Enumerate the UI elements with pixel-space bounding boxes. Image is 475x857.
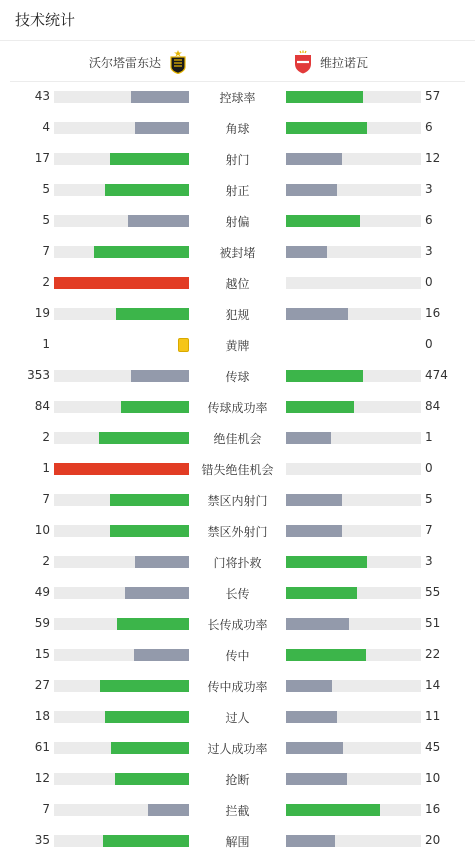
home-stat-value: 27 [34,678,50,692]
away-stat-bar [286,432,331,444]
away-stat-value: 14 [425,678,441,692]
away-stat-value: 474 [425,368,448,382]
stat-label: 拦截 [225,804,250,818]
away-stat-bar-track [286,618,421,630]
stat-label: 抢断 [225,773,250,787]
stat-label: 传球成功率 [207,401,268,415]
home-stat-bar [116,308,189,320]
home-stat-bar-track [54,587,189,599]
away-stat-bar [286,525,342,537]
home-stat-bar [131,91,189,103]
away-stat-value: 3 [425,554,433,568]
away-stat-bar-track [286,835,421,847]
away-stat-value: 6 [425,213,433,227]
away-stat-value: 11 [425,709,441,723]
home-stat-value: 43 [34,89,50,103]
away-stat-bar [286,680,332,692]
stat-row[interactable] [0,453,475,484]
stats-list [0,81,475,856]
away-stat-bar [286,91,363,103]
home-stat-bar [111,742,189,754]
away-stat-bar [286,246,327,258]
away-stat-value: 16 [425,306,441,320]
away-stat-bar [286,649,366,661]
stat-row[interactable] [0,794,475,825]
home-stat-bar [54,277,189,289]
away-stat-bar [286,556,367,568]
away-stat-value: 0 [425,337,433,351]
away-stat-value: 6 [425,120,433,134]
home-stat-value: 61 [34,740,50,754]
stat-row[interactable] [0,484,475,515]
stat-label: 被封堵 [219,246,256,260]
away-stat-value: 84 [425,399,441,413]
home-stat-value: 49 [34,585,50,599]
home-stat-bar-track [54,649,189,661]
home-stat-value: 1 [42,337,50,351]
home-stat-bar [110,153,189,165]
home-stat-bar-track [54,742,189,754]
away-stat-bar [286,742,343,754]
away-stat-bar [286,587,357,599]
away-stat-value: 16 [425,802,441,816]
home-stat-bar-track [54,525,189,537]
away-stat-bar-track [286,556,421,568]
away-stat-bar-track [286,91,421,103]
home-stat-value: 7 [42,802,50,816]
away-stat-bar-track [286,525,421,537]
away-stat-bar-track [286,308,421,320]
home-stat-bar-track [54,680,189,692]
home-stat-bar-track [54,401,189,413]
home-stat-bar-track [54,308,189,320]
away-stat-bar-track [286,742,421,754]
stat-label: 越位 [225,277,250,291]
yellow-card-icon [178,338,189,352]
home-stat-bar-track [54,556,189,568]
stat-label: 解围 [225,835,250,849]
away-stat-value: 7 [425,523,433,537]
home-stat-bar-track [54,494,189,506]
stat-row[interactable] [0,143,475,174]
home-stat-bar [148,804,189,816]
away-stat-bar-track [286,370,421,382]
away-stat-bar [286,122,367,134]
stat-label: 传球 [225,370,250,384]
stat-label: 门将扑救 [213,556,262,570]
home-stat-bar-track [54,122,189,134]
away-team[interactable] [294,44,368,80]
home-stat-bar [105,711,189,723]
away-stat-bar [286,308,348,320]
away-stat-bar-track [286,246,421,258]
stat-label: 射正 [225,184,250,198]
away-stat-value: 3 [425,244,433,258]
away-stat-bar [286,215,360,227]
away-stat-bar-track [286,773,421,785]
stat-row[interactable] [0,205,475,236]
away-stat-bar-track [286,122,421,134]
stat-label: 传中 [225,649,250,663]
away-stat-bar-track [286,804,421,816]
home-stat-bar [125,587,189,599]
stat-label: 长传 [225,587,250,601]
stat-label: 传中成功率 [207,680,268,694]
home-stat-bar-track [54,153,189,165]
stat-label: 禁区内射门 [207,494,268,508]
stat-label: 控球率 [219,91,256,105]
stat-row[interactable] [0,701,475,732]
home-stat-value: 7 [42,492,50,506]
stat-label: 射门 [225,153,250,167]
stat-label: 错失绝佳机会 [201,463,274,477]
home-stat-bar [115,773,189,785]
home-stat-value: 2 [42,430,50,444]
page-title: 技术统计 [15,11,76,29]
away-stat-bar [286,804,380,816]
stat-label: 禁区外射门 [207,525,268,539]
away-stat-value: 3 [425,182,433,196]
away-stat-bar-track [286,587,421,599]
stat-row[interactable] [0,546,475,577]
away-stat-bar [286,401,354,413]
stat-label: 射偏 [225,215,250,229]
away-stat-bar [286,184,337,196]
away-stat-bar-track [286,494,421,506]
stat-row[interactable] [0,174,475,205]
home-stat-bar [54,463,189,475]
home-stat-bar [121,401,189,413]
stat-row[interactable] [0,639,475,670]
home-stat-value: 2 [42,554,50,568]
home-stat-bar-track [54,618,189,630]
away-stat-bar [286,494,342,506]
home-stat-value: 2 [42,275,50,289]
away-stat-value: 45 [425,740,441,754]
away-stat-value: 0 [425,275,433,289]
home-stat-bar-track [54,215,189,227]
stat-label: 绝佳机会 [213,432,262,446]
home-stat-bar-track [54,91,189,103]
home-stat-bar [131,370,189,382]
home-stat-bar [100,680,189,692]
home-stat-bar-track [54,711,189,723]
away-team-name: 维拉诺瓦 [320,55,369,70]
home-team-name: 沃尔塔雷东达 [88,55,161,70]
away-stat-bar-track [286,711,421,723]
away-stat-bar [286,618,349,630]
home-stat-value: 5 [42,182,50,196]
stat-row[interactable] [0,112,475,143]
away-stat-bar-track [286,153,421,165]
away-stat-bar [286,773,347,785]
away-stat-bar-track [286,184,421,196]
away-stat-bar-track [286,649,421,661]
home-team[interactable] [89,44,187,80]
stat-row[interactable] [0,608,475,639]
home-stat-bar-track [54,804,189,816]
away-stat-value: 55 [425,585,441,599]
stat-row[interactable] [0,422,475,453]
home-stat-bar [110,525,189,537]
away-stat-value: 51 [425,616,441,630]
home-stat-bar-track [54,463,189,475]
away-stat-bar-track [286,277,421,289]
home-stat-bar-track [54,370,189,382]
home-stat-bar [117,618,189,630]
stat-label: 角球 [225,122,250,136]
home-stat-value: 19 [34,306,50,320]
stat-label: 过人 [225,711,250,725]
home-stat-bar [135,122,189,134]
away-stat-value: 57 [425,89,441,103]
away-stat-bar-track [286,463,421,475]
home-stat-value: 7 [42,244,50,258]
away-stat-value: 10 [425,771,441,785]
stat-label: 过人成功率 [207,742,268,756]
home-stat-value: 10 [34,523,50,537]
title-divider [0,40,475,41]
home-stat-bar-track [54,835,189,847]
home-stat-bar-track [54,246,189,258]
away-stat-bar [286,153,342,165]
stat-row[interactable] [0,267,475,298]
home-stat-bar [128,215,189,227]
home-stat-value: 4 [42,120,50,134]
home-stat-bar-track [54,184,189,196]
home-stat-bar [135,556,189,568]
home-stat-value: 12 [34,771,50,785]
home-stat-value: 18 [34,709,50,723]
away-team-crest-icon [294,50,312,74]
stat-row[interactable] [0,515,475,546]
stat-row[interactable] [0,577,475,608]
home-stat-bar [105,184,189,196]
stat-row[interactable] [0,763,475,794]
home-team-crest-icon [169,50,187,74]
stat-row[interactable] [0,825,475,856]
teams-header [0,44,475,80]
home-stat-bar [99,432,189,444]
home-stat-value: 84 [34,399,50,413]
home-stat-value: 35 [34,833,50,847]
away-stat-value: 20 [425,833,441,847]
stat-label: 黄牌 [225,339,250,353]
away-stat-bar-track [286,401,421,413]
away-stat-value: 12 [425,151,441,165]
stat-label: 犯规 [225,308,250,322]
home-stat-bar [110,494,189,506]
away-stat-bar-track [286,680,421,692]
home-stat-bar-track [54,432,189,444]
away-stat-bar [286,370,363,382]
away-stat-value: 5 [425,492,433,506]
stat-row[interactable] [0,298,475,329]
away-stat-bar-track [286,215,421,227]
home-stat-bar-track [54,277,189,289]
stat-row[interactable] [0,732,475,763]
stat-label: 长传成功率 [207,618,268,632]
home-stat-bar [134,649,189,661]
stat-row[interactable] [0,670,475,701]
home-stat-value: 5 [42,213,50,227]
home-stat-bar [103,835,189,847]
home-stat-bar-track [54,773,189,785]
away-stat-bar-track [286,432,421,444]
away-stat-value: 1 [425,430,433,444]
home-stat-value: 17 [34,151,50,165]
home-stat-value: 1 [42,461,50,475]
home-stat-value: 353 [27,368,50,382]
away-stat-bar [286,711,337,723]
away-stat-value: 22 [425,647,441,661]
stat-row[interactable] [0,329,475,360]
home-stat-bar [94,246,189,258]
home-stat-value: 15 [34,647,50,661]
away-stat-bar [286,835,335,847]
home-stat-value: 59 [34,616,50,630]
stat-row[interactable] [0,81,475,112]
stat-row[interactable] [0,360,475,391]
stat-row[interactable] [0,236,475,267]
away-stat-value: 0 [425,461,433,475]
stat-row[interactable] [0,391,475,422]
